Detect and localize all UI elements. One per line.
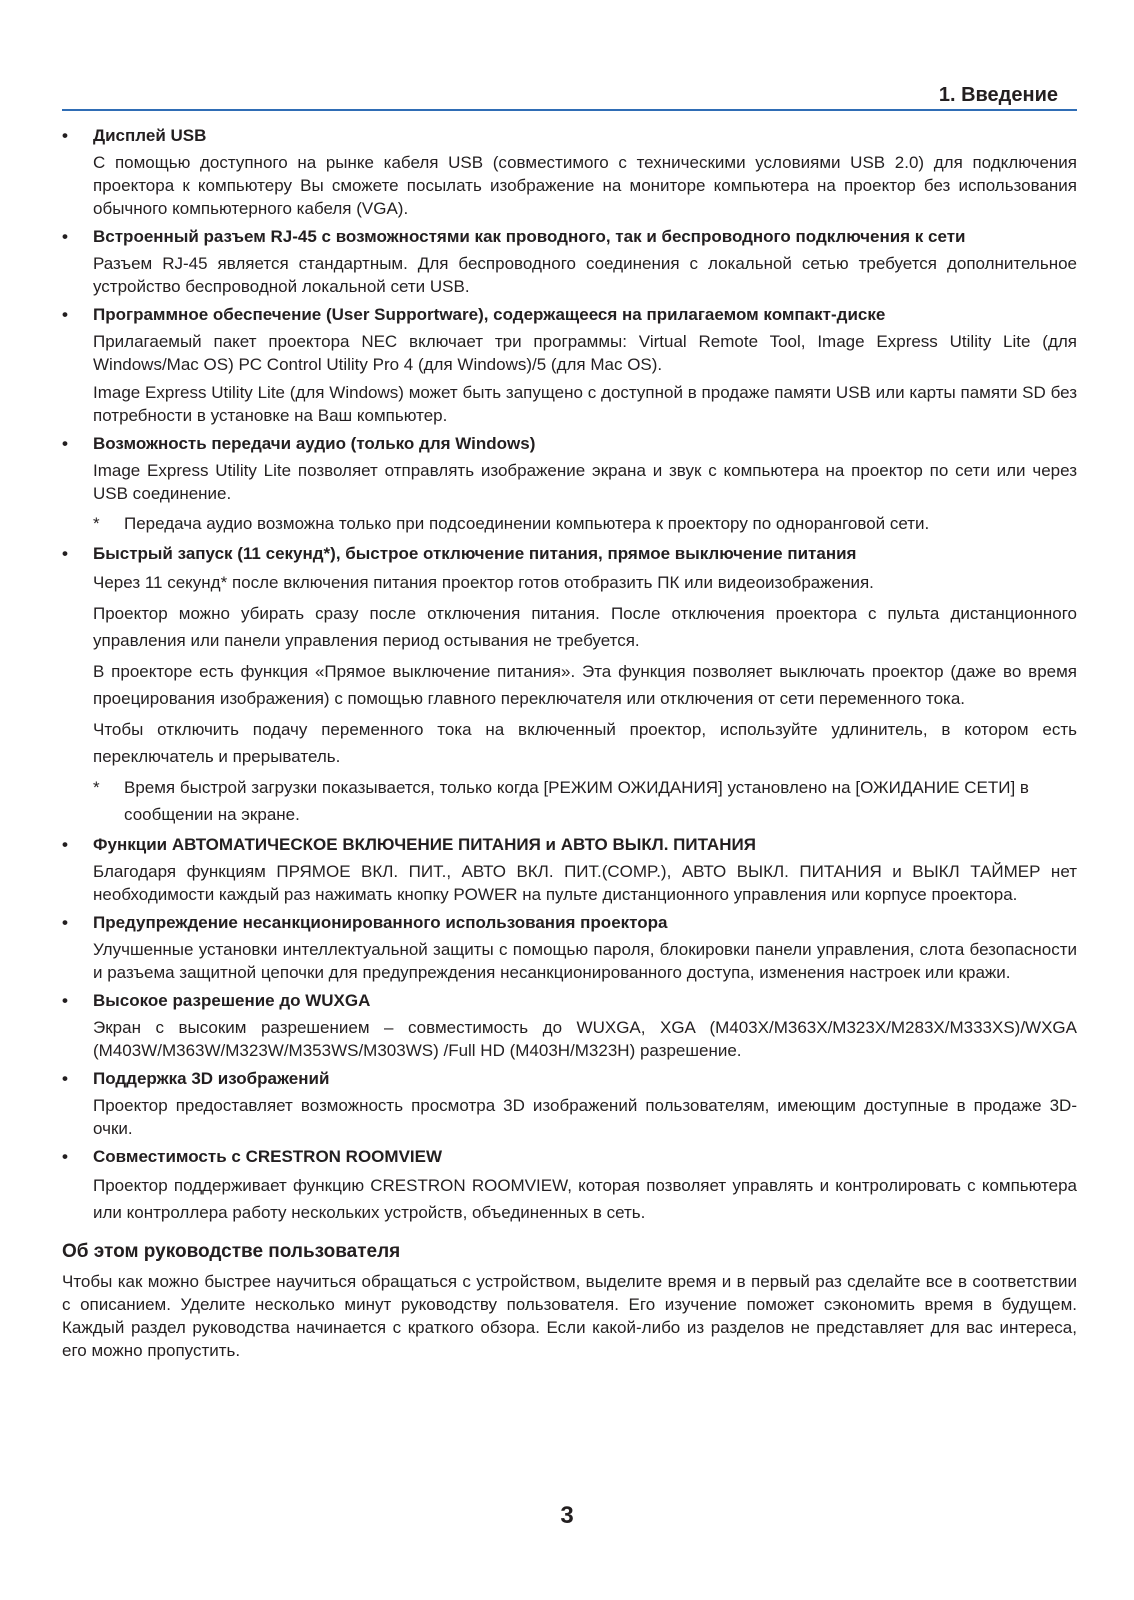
feature-item: [62, 989, 1077, 1062]
footnote: [93, 510, 1077, 537]
feature-title: Возможность передачи аудио (только для Windows): [93, 434, 536, 453]
feature-title: Совместимость с CRESTRON ROOMVIEW: [93, 1147, 443, 1166]
asterisk-mark: *: [93, 778, 100, 797]
feature-title: Быстрый запуск (11 секунд*), быстрое отключение питания, прямое выключение питания: [93, 544, 857, 563]
feature-title: Дисплей USB: [93, 126, 207, 145]
page-number: 3: [560, 1502, 574, 1529]
section-heading: Об этом руководстве пользователя: [62, 1241, 401, 1262]
bullet-icon: •: [62, 434, 68, 453]
feature-paragraph: Экран с высоким разрешением – совместимость до WUXGA, XGA (M403X/M363X/M323X/M283X/M333XS)/WXGA (M403W/M363W/M323W/M353WS/M303WS) /Full HD (M403H/M323H) разрешение.: [93, 1018, 1077, 1060]
feature-item: [62, 542, 1077, 828]
bullet-icon: •: [62, 1069, 68, 1088]
feature-item: [62, 124, 1077, 220]
feature-item: [62, 833, 1077, 906]
feature-paragraph: Прилагаемый пакет проектора NEC включает три программы: Virtual Remote Tool, Image Express Utility Lite (для Windows/Mac OS) PC Control Utility Pro 4 (для Windows)/5 (для Mac OS).: [93, 332, 1077, 374]
feature-paragraph: Image Express Utility Lite позволяет отправлять изображение экрана и звук с компьютера на проектор по сети или через USB соединение.: [93, 461, 1077, 503]
footnote-text: Время быстрой загрузки показывается, только когда [РЕЖИМ ОЖИДАНИЯ] установлено на [ОЖИДАНИЕ СЕТИ] в сообщении на экране.: [124, 778, 1029, 824]
feature-paragraph: Проектор предоставляет возможность просмотра 3D изображений пользователям, имеющим доступные в продаже 3D-очки.: [93, 1096, 1077, 1138]
feature-item: [62, 1067, 1077, 1140]
bullet-icon: •: [62, 1147, 68, 1166]
feature-title: Высокое разрешение до WUXGA: [93, 991, 371, 1010]
feature-item: [62, 1145, 1077, 1226]
feature-item: [62, 432, 1077, 537]
section-paragraph: Чтобы как можно быстрее научиться обращаться с устройством, выделите время и в первый раз сделайте все в соответствии с описанием. Уделите несколько минут руководству пользователя. Его изучение поможет сэкономить время в будущем. Каждый раздел руководства начинается с краткого обзора. Если какой-либо из разделов не представляет для вас интереса, его можно пропустить.: [62, 1272, 1077, 1360]
bullet-icon: •: [62, 835, 68, 854]
feature-title: Функции АВТОМАТИЧЕСКОЕ ВКЛЮЧЕНИЕ ПИТАНИЯ и АВТО ВЫКЛ. ПИТАНИЯ: [93, 835, 756, 854]
chapter-title: 1. Введение: [938, 84, 1058, 106]
bullet-icon: •: [62, 544, 68, 563]
bullet-icon: •: [62, 126, 68, 145]
document-content: [62, 124, 1077, 1362]
asterisk-mark: *: [93, 514, 100, 533]
feature-item: [62, 303, 1077, 427]
feature-title: Программное обеспечение (User Supportware), содержащееся на прилагаемом компакт-диске: [93, 305, 886, 324]
feature-paragraph: Проектор можно убирать сразу после отключения питания. После отключения проектора с пульта дистанционного управления или панели управления период остывания не требуется.: [93, 604, 1077, 650]
bullet-icon: •: [62, 991, 68, 1010]
feature-paragraph: Через 11 секунд* после включения питания проектор готов отобразить ПК или видеоизображения.: [93, 573, 874, 592]
feature-paragraph: В проекторе есть функция «Прямое выключение питания». Эта функция позволяет выключать проектор (даже во время проецирования изображения) с помощью главного переключателя или отключения от сети переменного тока.: [93, 662, 1077, 708]
bullet-icon: •: [62, 305, 68, 324]
feature-item: [62, 225, 1077, 298]
feature-paragraph: Улучшенные установки интеллектуальной защиты с помощью пароля, блокировки панели управления, слота безопасности и разъема защитной цепочки для предупреждения несанкционированного доступа, изменения настроек или кражи.: [93, 940, 1077, 982]
header-rule: [62, 109, 1077, 111]
feature-paragraph: Проектор поддерживает функцию CRESTRON ROOMVIEW, которая позволяет управлять и контролировать с компьютера или контроллера работу нескольких устройств, объединенных в сеть.: [93, 1176, 1077, 1222]
feature-item: [62, 911, 1077, 984]
footnote: [93, 774, 1077, 828]
feature-paragraph: С помощью доступного на рынке кабеля USB (совместимого с техническими условиями USB 2.0) для подключения проектора к компьютеру Вы сможете посылать изображение на мониторе компьютера на проектор без использования обычного компьютерного кабеля (VGA).: [93, 153, 1077, 218]
feature-paragraph: Чтобы отключить подачу переменного тока на включенный проектор, используйте удлинитель, в котором есть переключатель и прерыватель.: [93, 720, 1077, 766]
feature-title: Предупреждение несанкционированного использования проектора: [93, 913, 668, 932]
feature-title: Поддержка 3D изображений: [93, 1069, 330, 1088]
feature-paragraph: Благодаря функциям ПРЯМОЕ ВКЛ. ПИТ., АВТО ВКЛ. ПИТ.(COMP.), АВТО ВЫКЛ. ПИТАНИЯ и ВЫКЛ ТАЙМЕР нет необходимости каждый раз нажимать кнопку POWER на пульте дистанционного управления или корпусе проектора.: [93, 862, 1077, 904]
bullet-icon: •: [62, 913, 68, 932]
feature-title: Встроенный разъем RJ-45 с возможностями как проводного, так и беспроводного подключения к сети: [93, 227, 966, 246]
feature-paragraph: Разъем RJ-45 является стандартным. Для беспроводного соединения с локальной сетью требуется дополнительное устройство беспроводной локальной сети USB.: [93, 254, 1077, 296]
footnote-text: Передача аудио возможна только при подсоединении компьютера к проектору по одноранговой сети.: [124, 514, 930, 533]
feature-paragraph: Image Express Utility Lite (для Windows) может быть запущено с доступной в продаже памяти USB или карты памяти SD без потребности в установке на Ваш компьютер.: [93, 383, 1077, 425]
bullet-icon: •: [62, 227, 68, 246]
